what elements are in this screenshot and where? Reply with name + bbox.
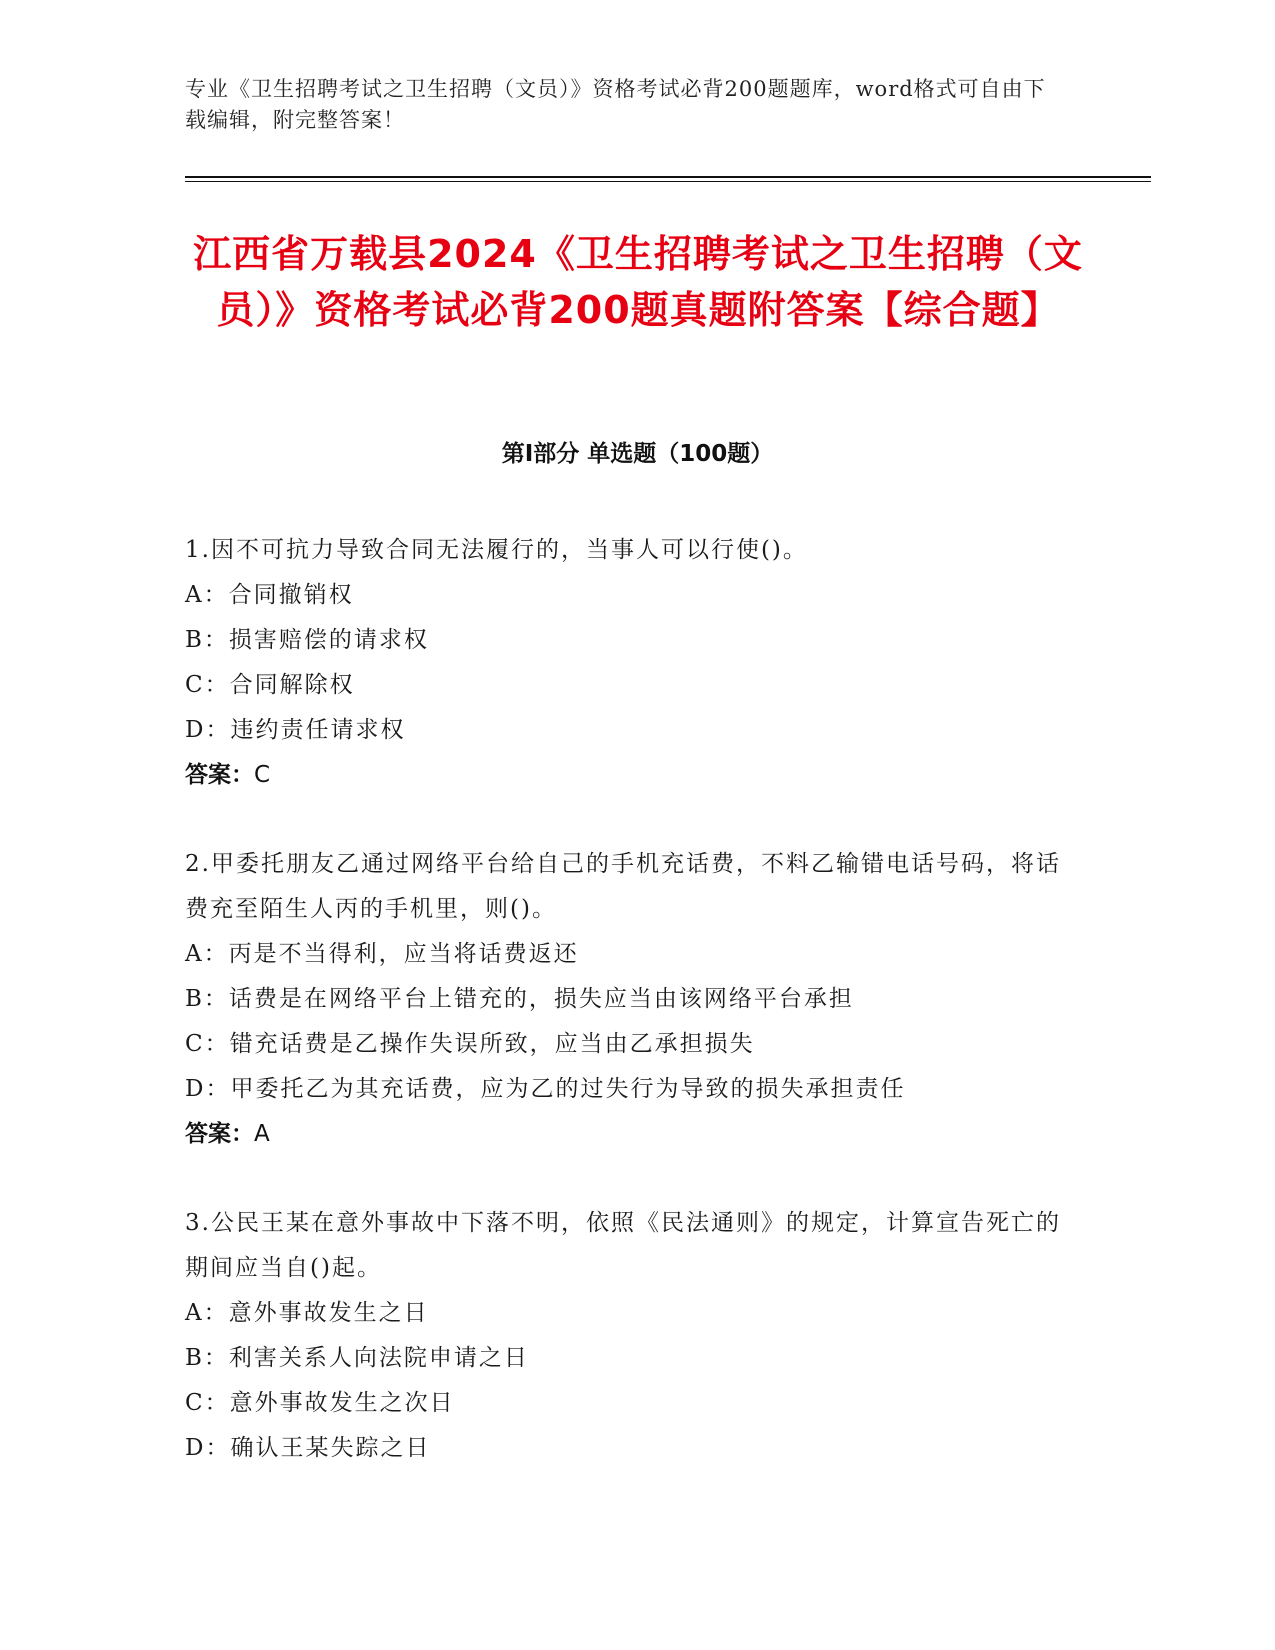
option-d: D：甲委托乙为其充话费，应为乙的过失行为导致的损失承担责任 [185,1076,906,1102]
question-1 [185,528,1065,798]
option-b: B：利害关系人向法院申请之日 [185,1345,529,1371]
option-d: D：确认王某失踪之日 [185,1435,431,1461]
option-a: A：丙是不当得利，应当将话费返还 [185,941,579,967]
question-stem: 1.因不可抗力导致合同无法履行的，当事人可以行使()。 [185,537,808,563]
question-stem: 2.甲委托朋友乙通过网络平台给自己的手机充话费，不料乙输错电话号码，将话费充至陌生人丙的手机里，则()。 [185,851,1061,922]
question-2 [185,842,1065,1157]
header-rule-thin [185,181,1151,182]
answer-line [185,753,1065,798]
answer-value: A [254,1121,270,1147]
answer-line [185,1112,1065,1157]
answer-label: 答案： [185,762,254,788]
option-a: A：合同撤销权 [185,582,354,608]
section-title: 第Ⅰ部分 单选题（100题） [501,441,774,467]
document-title: 江西省万载县2024《卫生招聘考试之卫生招聘（文员）》资格考试必背200题真题附答案【综合题】 [193,232,1083,332]
question-3 [185,1201,1065,1471]
answer-label: 答案： [185,1121,254,1147]
header-note: 专业《卫生招聘考试之卫生招聘（文员）》资格考试必背200题题库，word格式可自由下载编辑，附完整答案！ [185,77,1046,132]
option-c: C：意外事故发生之次日 [185,1390,455,1416]
option-b: B：话费是在网络平台上错充的，损失应当由该网络平台承担 [185,986,854,1012]
answer-value: C [254,762,271,788]
option-c: C：合同解除权 [185,672,355,698]
option-b: B：损害赔偿的请求权 [185,627,429,653]
question-list [185,528,1065,1515]
question-stem: 3.公民王某在意外事故中下落不明，依照《民法通则》的规定，计算宣告死亡的期间应当自()起。 [185,1210,1061,1281]
option-a: A：意外事故发生之日 [185,1300,429,1326]
option-c: C：错充话费是乙操作失误所致，应当由乙承担损失 [185,1031,755,1057]
header-rule-thick [185,176,1151,178]
option-d: D：违约责任请求权 [185,717,406,743]
